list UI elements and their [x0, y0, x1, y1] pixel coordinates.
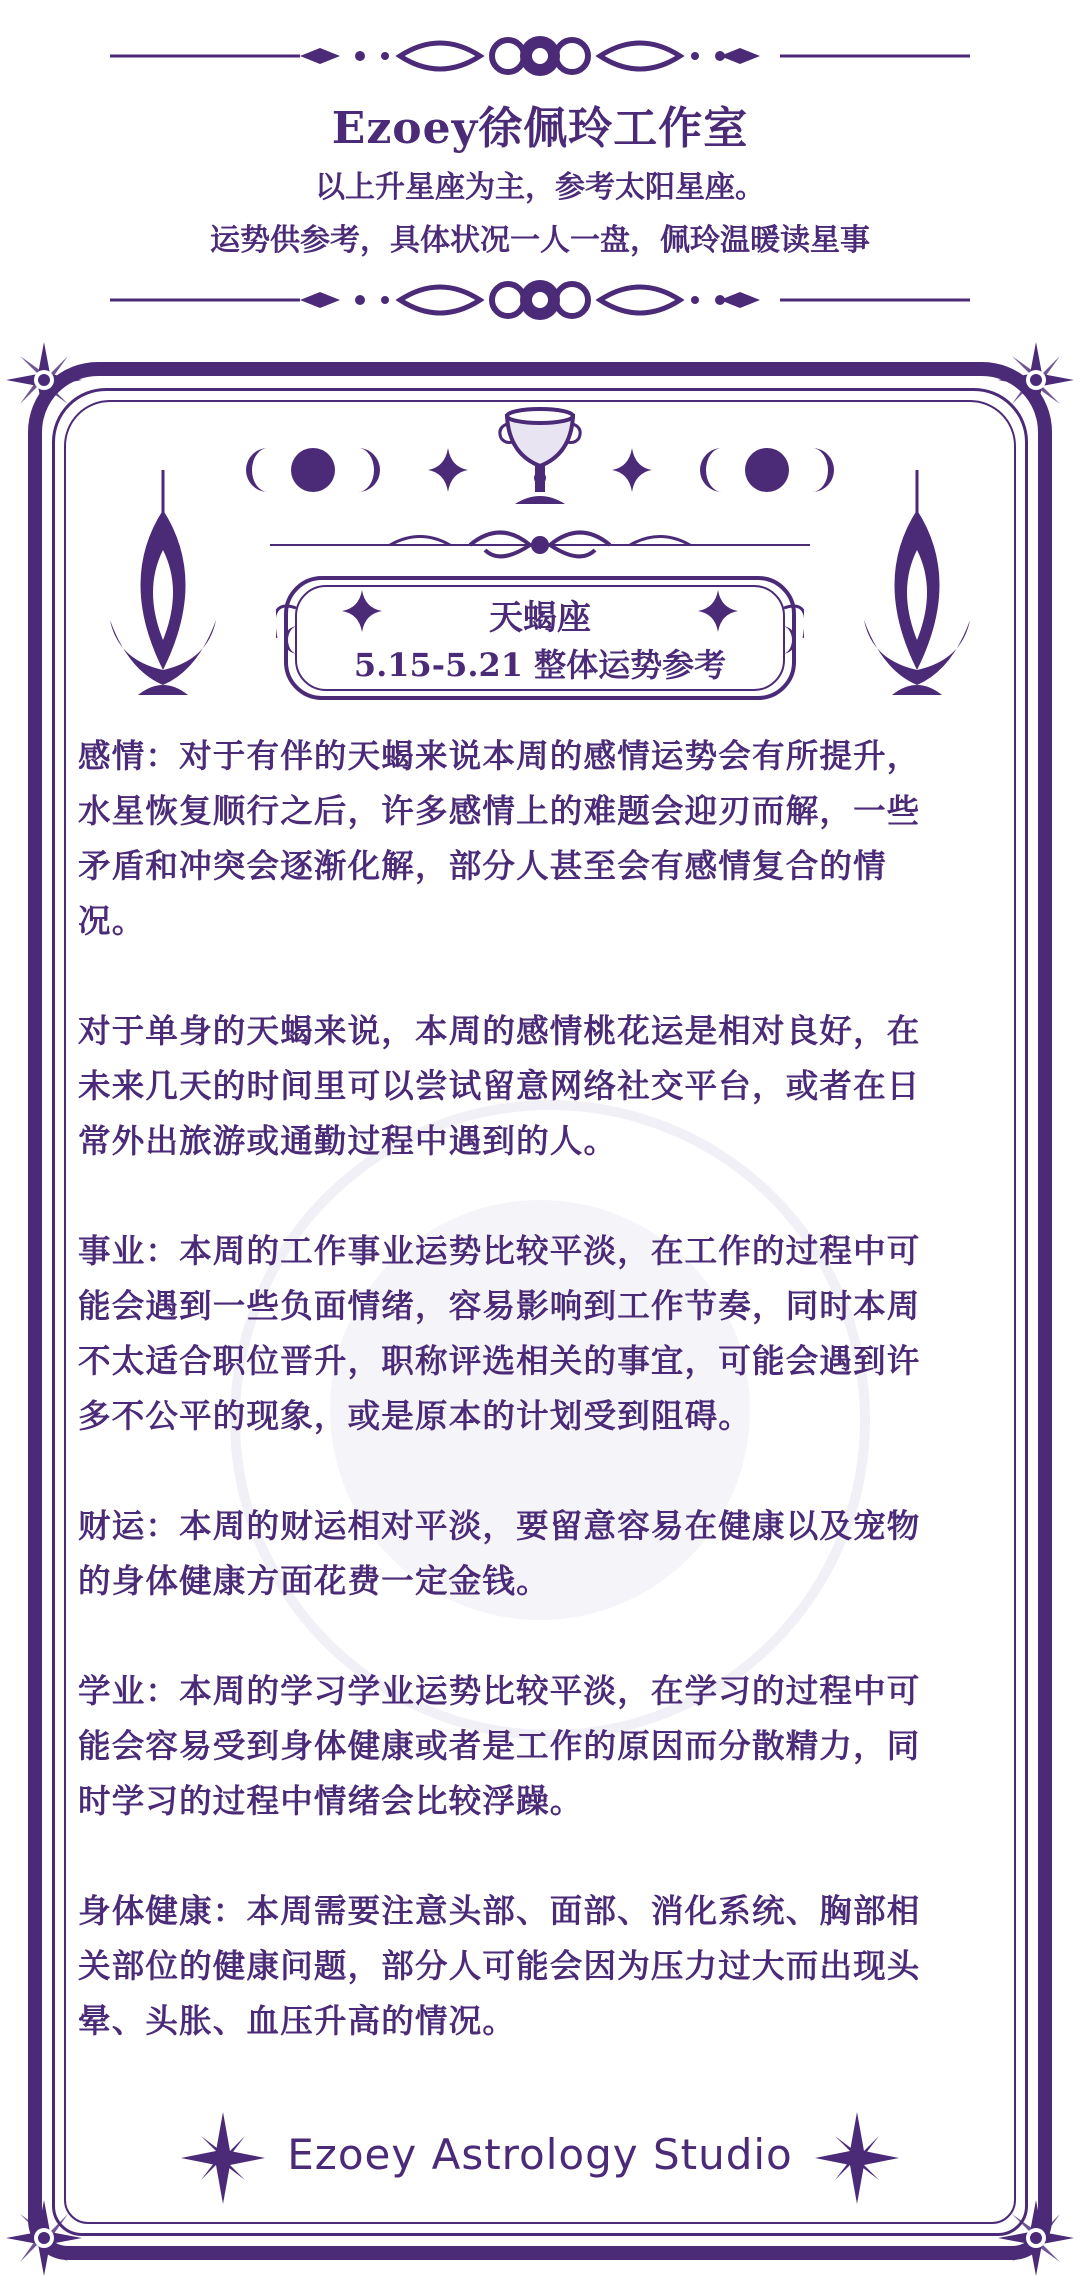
sparkle-icon — [428, 448, 468, 492]
sign-name: 天蝎座 — [489, 598, 591, 638]
header-line-1: 以上升星座为主，参考太阳星座。 — [315, 170, 765, 205]
star-icon — [996, 2198, 1076, 2278]
header-line-2: 运势供参考，具体状况一人一盘，佩玲温暖读星事 — [210, 223, 870, 258]
section-health: 身体健康：本周需要注意头部、面部、消化系统、胸部相关部位的健康问题，部分人可能会因为压力过大而出现头晕、头胀、血压升高的情况。 — [78, 1891, 921, 2040]
moon-phase-icon — [692, 440, 842, 500]
studio-title: Ezoey徐佩玲工作室 — [331, 103, 749, 154]
star-icon — [4, 2198, 84, 2278]
section-career: 事业：本周的工作事业运势比较平淡，在工作的过程中可能会遇到一些负面情绪，容易影响到工作节奏，同时本周不太适合职位晋升，职称评选相关的事宜，可能会遇到许多不公平的现象，或是原本的计划受到阻碍。 — [78, 1231, 921, 1435]
ornament-divider-icon — [0, 28, 1080, 84]
filigree-divider-icon — [270, 520, 810, 570]
section-study: 学业：本周的学习学业运势比较平淡，在学习的过程中可能会容易受到身体健康或者是工作的原因而分散精力，同时学习的过程中情绪会比较浮躁。 — [78, 1671, 921, 1820]
footer-studio-name: Ezoey Astrology Studio — [287, 2130, 793, 2179]
moon-phase-icon — [238, 440, 388, 500]
horoscope-content — [78, 728, 946, 2103]
sign-period: 5.15-5.21 整体运势参考 — [353, 646, 727, 684]
star-icon — [996, 340, 1076, 420]
ornament-divider-icon — [0, 272, 1080, 328]
star-icon — [4, 340, 84, 420]
section-love-singles: 对于单身的天蝎来说，本周的感情桃花运是相对良好，在未来几天的时间里可以尝试留意网络社交平台，或者在日常外出旅游或通勤过程中遇到的人。 — [78, 1011, 921, 1160]
lotus-ornament-icon — [862, 470, 972, 710]
section-finance: 财运：本周的财运相对平淡，要留意容易在健康以及宠物的身体健康方面花费一定金钱。 — [78, 1506, 921, 1600]
sparkle-icon — [612, 448, 652, 492]
lotus-ornament-icon — [108, 470, 218, 710]
chalice-icon — [495, 404, 585, 514]
section-love-couples: 感情：对于有伴的天蝎来说本周的感情运势会有所提升，水星恢复顺行之后，许多感情上的难题会迎刃而解，一些矛盾和冲突会逐渐化解，部分人甚至会有感情复合的情况。 — [78, 736, 921, 940]
